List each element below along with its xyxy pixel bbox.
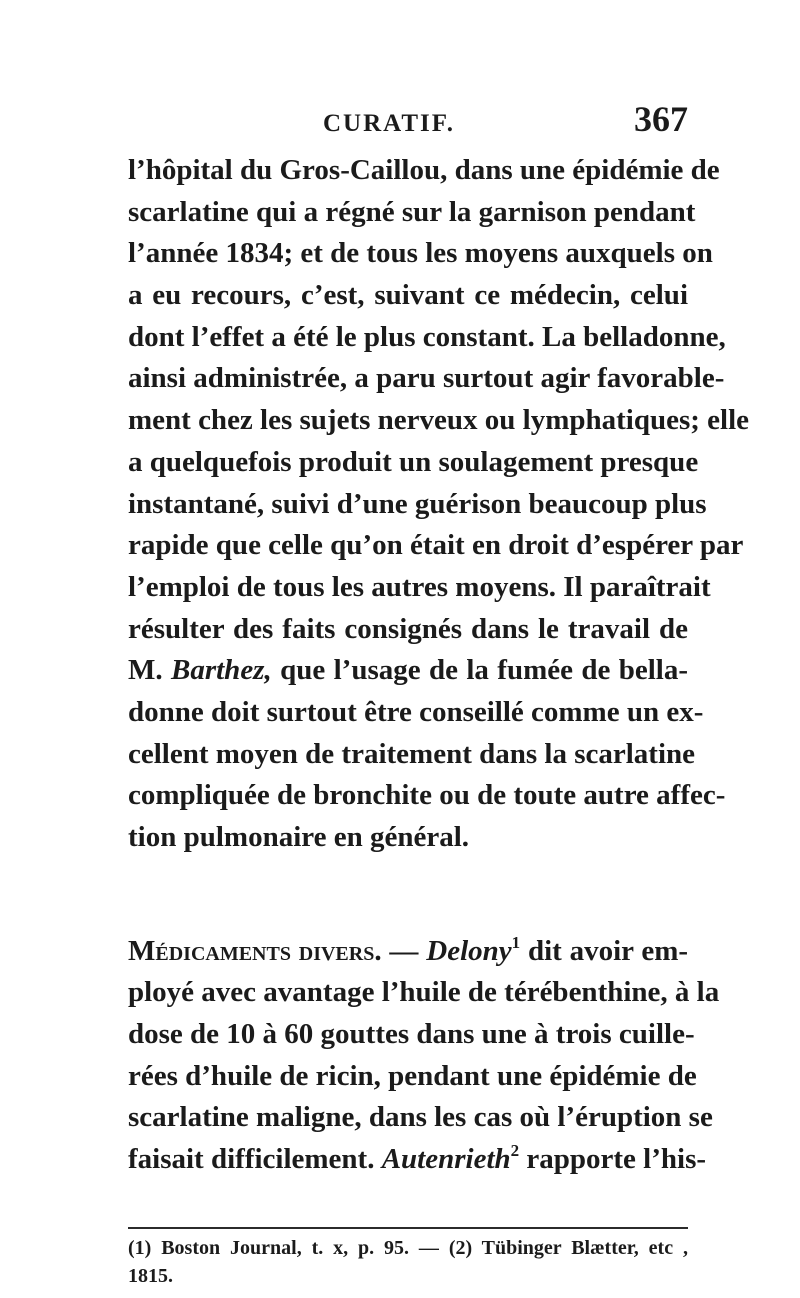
text-line bbox=[128, 650, 688, 692]
text-line: rées d’huile de ricin, pendant une épidémie de bbox=[128, 1059, 697, 1092]
text-line: donne doit surtout être conseillé comme un ex- bbox=[128, 695, 704, 728]
text-line: ment chez les sujets nerveux ou lymphatiques; elle bbox=[128, 404, 750, 437]
text-line: dont l’effet a été le plus constant. La belladonne, bbox=[128, 320, 726, 353]
text-line: l’année 1834; et de tous les moyens auxquels on bbox=[128, 237, 713, 270]
text-line: ainsi administrée, a paru surtout agir favorable- bbox=[128, 362, 725, 395]
text-line: tion pulmonaire en général. bbox=[128, 821, 470, 853]
body-text bbox=[128, 150, 750, 1181]
text-line: cellent moyen de traitement dans la scarlatine bbox=[128, 737, 696, 770]
author-name-delony: Delony bbox=[426, 934, 512, 967]
text-line: résulter des faits consignés dans le travail de bbox=[128, 612, 688, 645]
text-line: rapide que celle qu’on était en droit d’espérer par bbox=[128, 529, 744, 562]
text-line-end: rapporte l’his- bbox=[526, 1143, 707, 1176]
footnote-line: 1815. bbox=[128, 1265, 173, 1287]
text-line: scarlatine qui a régné sur la garnison pendant bbox=[128, 195, 696, 228]
text-line-rest: dit avoir em- bbox=[527, 934, 689, 967]
section-heading: Médicaments divers. bbox=[128, 934, 382, 967]
text-line: scarlatine maligne, dans les cas où l’éruption se bbox=[128, 1101, 713, 1134]
text-line: a quelquefois produit un soulagement presque bbox=[128, 445, 699, 478]
footnotes bbox=[128, 1234, 688, 1290]
footnote-ref-1: 1 bbox=[511, 932, 521, 952]
text-line: compliquée de bronchite ou de toute autre affec- bbox=[128, 779, 726, 812]
footnote-rule bbox=[128, 1227, 688, 1229]
paragraph-belladonne bbox=[128, 150, 750, 859]
author-name-autenrieth: Autenrieth bbox=[381, 1143, 511, 1176]
running-title: CURATIF. bbox=[323, 110, 455, 137]
running-header bbox=[128, 99, 688, 144]
em-dash: — bbox=[389, 934, 419, 967]
footnote-ref-2: 2 bbox=[510, 1141, 520, 1161]
author-prefix: M. bbox=[128, 654, 163, 687]
footnote-line: (1) Boston Journal, t. x, p. 95. — (2) Tübinger Blætter, etc , bbox=[128, 1237, 688, 1259]
text-line bbox=[128, 1139, 707, 1181]
text-line: instantané, suivi d’une guérison beaucoup plus bbox=[128, 487, 707, 520]
paragraph-gap bbox=[128, 859, 688, 931]
text-line: l’emploi de tous les autres moyens. Il paraîtrait bbox=[128, 570, 711, 603]
text-line-start: faisait difficilement. bbox=[128, 1143, 375, 1176]
paragraph-medicaments bbox=[128, 931, 720, 1181]
text-line-rest: que l’usage de la fumée de bella- bbox=[280, 654, 688, 687]
text-line: l’hôpital du Gros-Caillou, dans une épidémie de bbox=[128, 154, 720, 186]
text-line: ployé avec avantage l’huile de térébenthine, à la bbox=[128, 976, 720, 1009]
text-line: dose de 10 à 60 gouttes dans une à trois cuille- bbox=[128, 1018, 695, 1051]
text-line bbox=[128, 931, 688, 973]
text-line: a eu recours, c’est, suivant ce médecin, celui bbox=[128, 279, 688, 312]
author-name-barthez: Barthez, bbox=[171, 654, 272, 687]
page-number: 367 bbox=[634, 99, 688, 139]
